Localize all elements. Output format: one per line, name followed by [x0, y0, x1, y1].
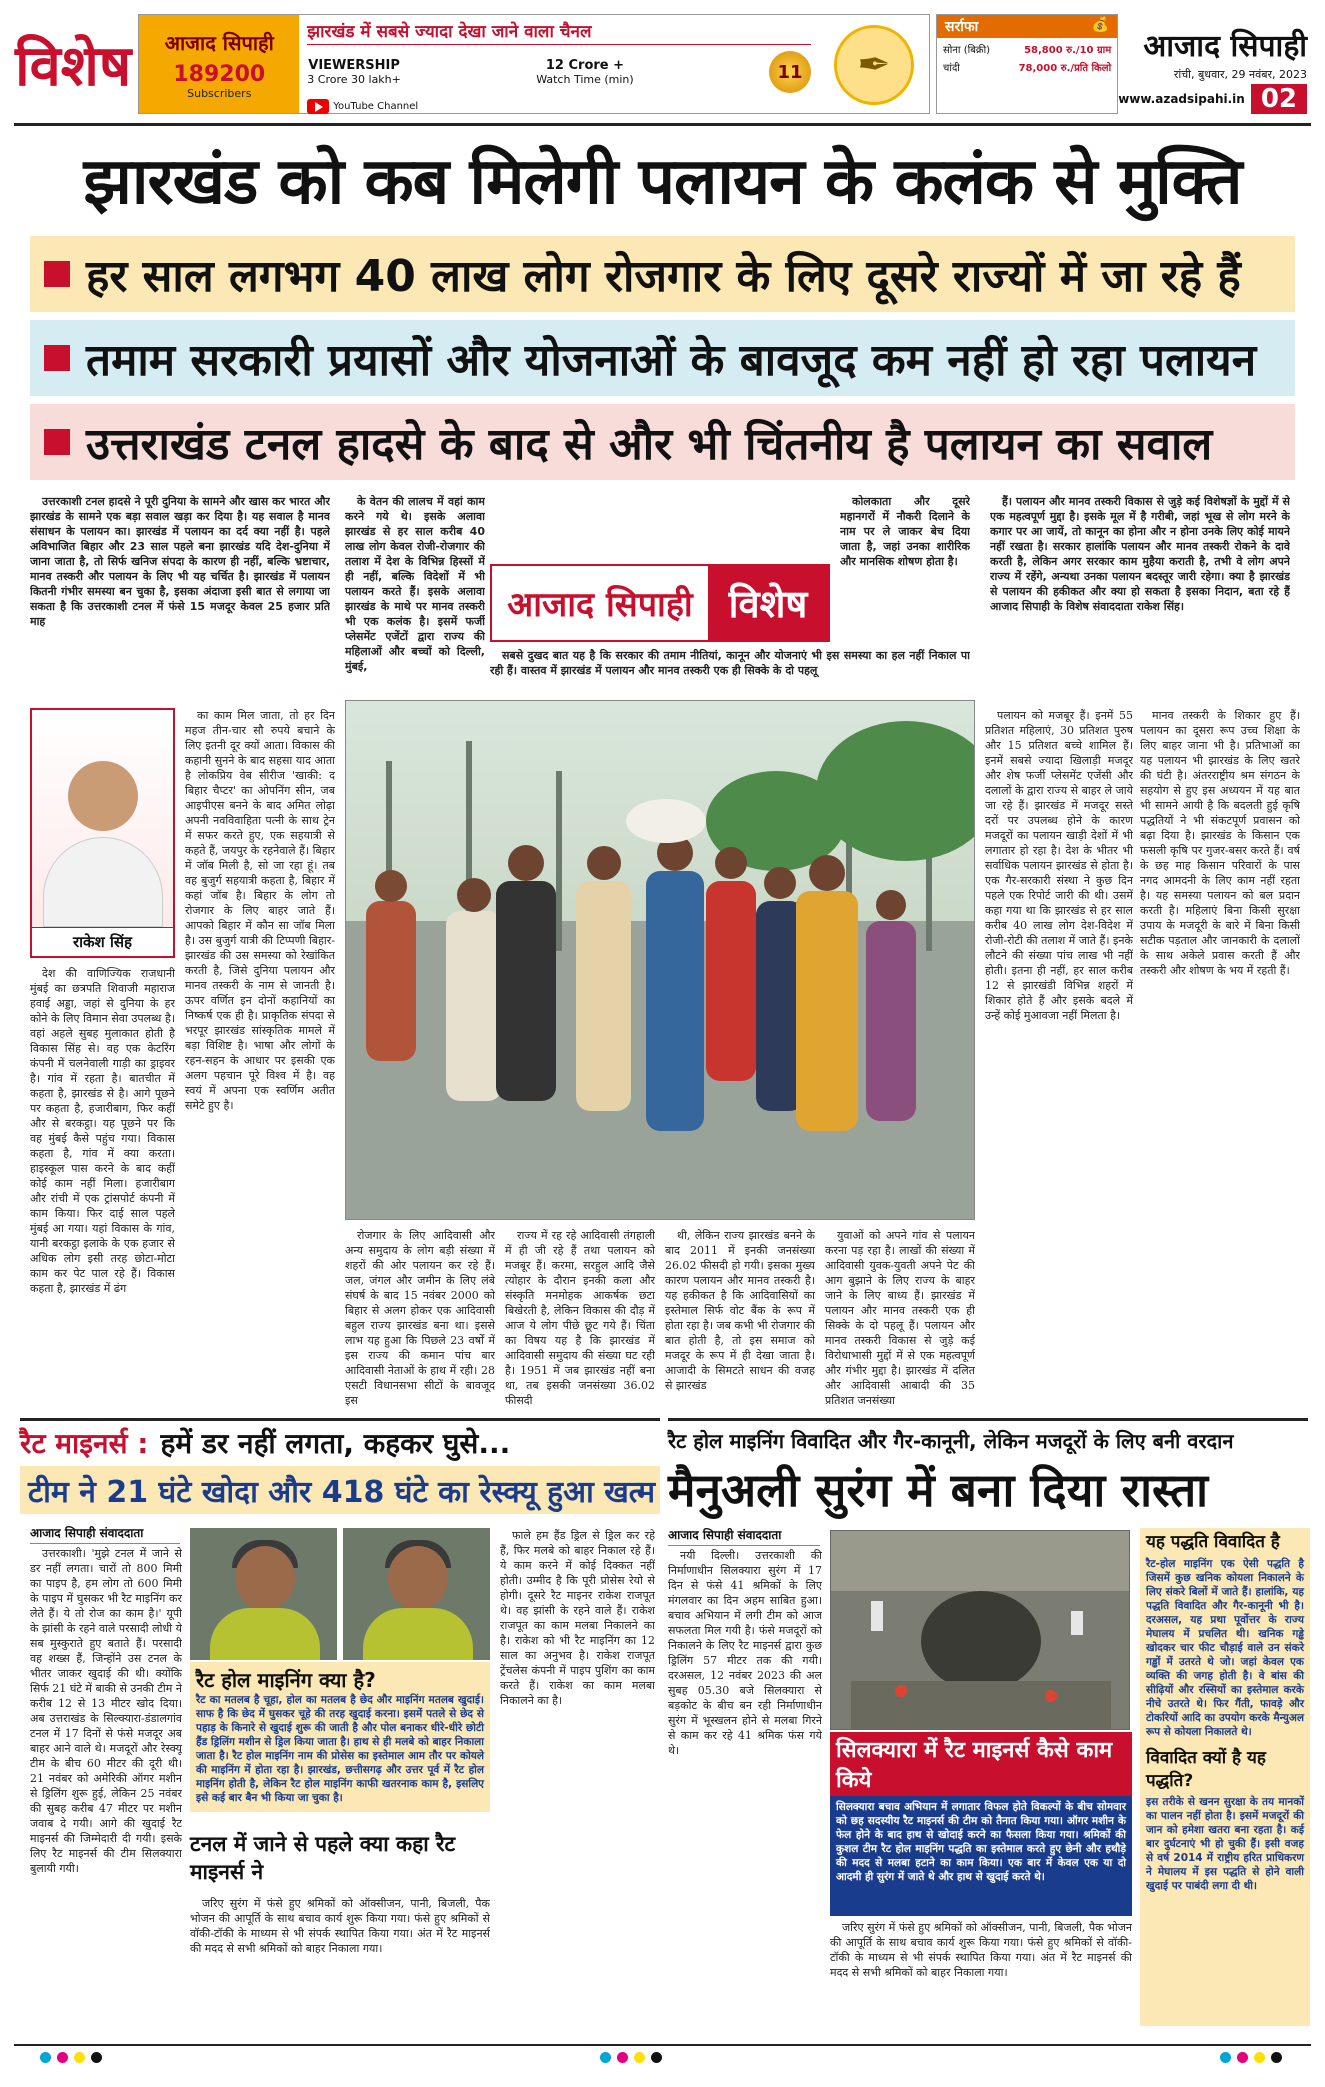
- story-column-sub: जरिए सुरंग में फंसे हुए श्रमिकों को ऑक्सीजन, पानी, बिजली, पैक भोजन की आपूर्ति के साथ बचाव कार्य शुरू किया गया। फंसे हुए श्रमिकों से वॉकी-टॉकी के माध्यम से भी संपर्क स्थापित किया गया। अंत में रैट माइनर्स की मदद से सभी श्रमिकों को बाहर निकाला गया।: [190, 1897, 490, 1955]
- how-title: सिलक्यारा में रैट माइनर्स कैसे काम किये: [830, 1732, 1132, 1796]
- rat-hole-explainer: [190, 1662, 490, 1812]
- watchtime-stat: [536, 58, 634, 86]
- newspaper-title: [1118, 14, 1311, 123]
- main-headline: झारखंड को कब मिलेगी पलायन के कलंक से मुक्ति: [83, 145, 1242, 219]
- subscriber-label: Subscribers: [187, 86, 252, 100]
- website-link[interactable]: www.azadsipahi.in: [1118, 91, 1245, 106]
- rat-miners-headline: टीम ने 21 घंटे खोदा और 418 घंटे का रेस्क्यू हुआ खत्म: [20, 1466, 660, 1514]
- story-column-2: नयी दिल्ली। उत्तरकाशी की निर्माणाधीन सिलक्यारा सुरंग में 17 दिन से फंसे 41 श्रमिकों के लिए मंगलवार का दिन अहम साबित हुआ। बचाव अभियान में लगी टीम को आज सफलता मिल गयी है। फंसे मजदूरों को निकालने के लिए रैट माइनर्स द्वारा कुछ ड्रिलिंग 57 मीटर तक की गयी। दरअसल, 12 नवंबर 2023 की अल सुबह 05.30 बजे सिलक्यारा से बड़कोट के बीच बन रही निर्माणाधीन सुरंग में भूस्खलन होने से मलबा गिरने से काम कर रहे 41 श्रमिक फंस गये थे।: [668, 1549, 822, 1757]
- bullion-rates: [936, 14, 1118, 114]
- subscriber-count: 189200: [173, 61, 266, 87]
- how-rat-miners-worked: [830, 1732, 1132, 1916]
- tunnel-site-image: [831, 1531, 1130, 1730]
- byline: आजाद सिपाही संवाददाता: [668, 1526, 820, 1546]
- rat-hole-kicker: रैट होल माइनिंग विवादित और गैर-कानूनी, लेकिन मजदूरों के लिए बनी वरदान: [668, 1418, 1308, 1452]
- bullet-square-icon: [44, 261, 70, 287]
- story-column-1: उत्तरकाशी। 'मुझे टनल में जाने से डर नहीं लगता। चारों तो 800 मिमी का पाइप है, हम लोग तो 600 मिमी के पाइप में घुसकर भी रैट माइनिंग कर लेते हैं। ये तो रोज का काम है।' यूपी के झांसी के रहने वाले परसादी लोधी ये सब मुस्कुराते हुए बताते हैं। परसादी वह शख्स हैं, जिन्होंने उस टनल के भीतर जाकर खुदाई की थी। क्योंकि सिर्फ 21 घंटे में बाकी से उनकी टीम ने करीब 12 से 13 मीटर खोद दिया। अब उत्तराखंड के सिल्क्यारा-डंडालगांव टनल में 17 दिनों से फंसे मजदूर अब बाहर आने वाले थे। मजदूरों और रेस्क्यू टीम के बीच 60 मीटर की दूरी थी। 21 नवंबर को अमेरिकी ऑगर मशीन से ड्रिलिंग शुरू हुई, लेकिन 25 नवंबर की सुबह करीब 47 मीटर पर मशीन जवाब दे गयी। आगे की खुदाई रैट माइनर्स की जिम्मेदारी दी गयी। इसके लिए रैट माइनर्स की टीम सिलक्यारा बुलायी गयी।: [30, 1547, 182, 1875]
- how-body: सिलक्यारा बचाव अभियान में लगातार विफल होते विकल्पों के बीच सोमवार को छह सदस्यीय रैट माइनर्स की टीम को तैनात किया गया। ऑगर मशीन के फेल होने के बाद हाथ से खोदाई करने का फैसला किया गया। श्रमिकों की कुशल टीम रैट होल माइनिंग पद्धति का इस्तेमाल करते हुए छेनी और हथौड़े की मदद से मलबा हटाने का काम किया। एक बार में केवल एक या दो आदमी ही सुरंग में जाते थे और हाथ से खुदाई करते थे।: [836, 1801, 1126, 1883]
- registration-marks-right: [1220, 2052, 1282, 2063]
- sidebar-body-2: इस तरीके से खनन सुरक्षा के तय मानकों का पालन नहीं होता है। इसमें मजदूरों की जान को हमेशा खतरा बना रहता है। कई बार दुर्घटनाएं भी हो चुकी हैं। इसी वजह से वर्ष 2014 में राष्ट्रीय हरित प्राधिकरण ने मेघालय में इस पद्धति से होने वाली खुदाई पर पाबंदी लगा दी थी।: [1146, 1796, 1304, 1892]
- pen-nib-icon: ✒: [834, 25, 914, 105]
- section-label: विशेष: [15, 33, 132, 99]
- page-number: 02: [1251, 84, 1307, 114]
- body-column-s: मानव तस्करी के शिकार हुए हैं। पलायन का दूसरा रूप उच्च शिक्षा के लिए बाहर जाना भी है। प्रतिभाओं का यह पलायन भी झारखंड के लिए खतरे की घंटी है। अंतरराष्ट्रीय श्रम संगठन के सहयोग से हुए इस अध्ययन में यह बात भी सामने आयी है कि बदलती हुई कृषि पद्धतियों ने भी संकटपूर्ण प्रवासन को बढ़ा दिया है। झारखंड के किसान एक फसली कृषि पर गुजर-बसर करते हैं। वर्ष के छह माह किसान परिवारों के पास नगद आमदनी के लिए काम नहीं रहता है। यह समस्या पलायन को बल प्रदान करती है। महिलाएं बिना किसी सुरक्षा उपाय के मजदूरी के बारे में बिना किसी सटीक पड़ताल और जानकारी के दलालों के साथ अकेले प्रवास करती हैं और तस्करी और शोषण के भय में रहती हैं।: [1140, 709, 1300, 977]
- reporter-photo: [30, 708, 175, 958]
- sidebar-body: रैट-होल माइनिंग एक ऐसी पद्धति है जिसमें कुछ खनिक कोयला निकालने के लिए संकरे बिलों में जाते हैं। हालांकि, यह पद्धति विवादित और गैर-कानूनी भी है। दरअसल, यह प्रथा पूर्वोत्तर के राज्य मेघालय में प्रचलित थी। खनिक गड्ढे खोदकर चार फीट चौड़ाई वाले उन संकरे गड्ढों में उतरते थे जो। जहां केवल एक व्यक्ति की जगह होती है। वे बांस की सीढ़ियों और रस्सियों का इस्तेमाल करके नीचे उतरते थे। फिर गैंती, फावड़े और टोकरियों आदि का उपयोग करके मैन्युअल रूप से कोयला निकालते थे।: [1146, 1558, 1304, 1738]
- youtube-channel: [307, 99, 811, 114]
- issue-date: रांची, बुधवार, 29 नवंबर, 2023: [1173, 67, 1308, 81]
- manual-tunnel-headline: मैनुअली सुरंग में बना दिया रास्ता: [668, 1463, 1209, 1517]
- anniversary-badge: 11: [769, 51, 811, 93]
- migrant-workers-image: [346, 701, 975, 1220]
- pen-nib-logo: [819, 15, 929, 115]
- sidebar-title-2: विवादित क्यों है यह पद्धति?: [1146, 1748, 1266, 1791]
- migrant-workers-photo: [345, 700, 975, 1220]
- intro-column-2: के वेतन की लालच में वहां काम करने गये थे। इसके अलावा झारखंड से हर साल करीब 40 लाख लोग केवल रोजी-रोजगार की तलाश में देश के विभिन्न हिस्सों में ही नहीं, बल्कि विदेशों में भी पलायन करते हैं। इसके अलावा झारखंड के माथे पर मानव तस्करी भी एक कलंक है। इसमें फर्जी प्लेसमेंट एजेंटों द्वारा राज्य की महिलाओं और बच्चों को दिल्ली, मुंबई,: [345, 495, 485, 673]
- body-column-c: रोजगार के लिए आदिवासी और अन्य समुदाय के लोग बड़ी संख्या में शहरों की ओर पलायन कर रहे हैं। जल, जंगल और जमीन के लिए लंबे संघर्ष के बाद 15 नवंबर 2000 को बिहार से अलग होकर एक आदिवासी बहुल राज्य झारखंड बना था। इससे लाभ यह हुआ कि पिछले 23 वर्षों में इस राज्य की कमान पांच बार आदिवासी नेताओं के हाथ में रही। 28 एसटी विधानसभा सीटों के बावजूद इस: [345, 1229, 495, 1406]
- byline: आजाद सिपाही संवाददाता: [30, 1524, 180, 1544]
- brand-name: आजाद सिपाही: [507, 585, 693, 625]
- rat-miner-portraits: [190, 1528, 490, 1660]
- channel-ad: [138, 14, 930, 114]
- rate-row: सोना (बिक्री) 58,800 रु./10 ग्राम: [943, 45, 1112, 56]
- body-column-e: थी, लेकिन राज्य झारखंड बनने के बाद 2011 में इनकी जनसंख्या 26.02 फीसदी हो गयी। इसका मुख्य कारण पलायन और मानव तस्करी है। यह हकीकत है कि आदिवासियों का इस्तेमाल सिर्फ वोट बैंक के रूप में होता रहा है। जब कभी भी रोजगार की बात होती है, तो इस समाज को मजदूर के रूप में ही देखा जाता है। आजादी के सिमटते साधन की वजह से झारखंड: [665, 1229, 815, 1392]
- rat-miners-kicker: [20, 1418, 660, 1458]
- deck-line-3: उत्तराखंड टनल हादसे के बाद से और भी चिंतनीय है पलायन का सवाल: [30, 404, 1295, 480]
- jharkhand-map: [139, 15, 299, 113]
- deck-line-1: हर साल लगभग 40 लाख लोग रोजगार के लिए दूसरे राज्यों में जा रहे हैं: [30, 236, 1295, 312]
- rate-row: चांदी 78,000 रु./प्रति किलो: [943, 63, 1112, 74]
- tunnel-site-photo: [830, 1530, 1130, 1730]
- registration-marks-left: [40, 2052, 102, 2063]
- youtube-icon: [307, 99, 329, 114]
- reporter-torso: [43, 837, 163, 927]
- feature-brand-box: [490, 564, 830, 642]
- bullet-square-icon: [44, 345, 70, 371]
- viewership-value: 3 Crore 30 lakh+: [307, 73, 401, 86]
- controversy-sidebar: [1140, 1528, 1310, 2026]
- brand-special: विशेष: [708, 566, 828, 640]
- portrait-rakesh-rajput: [343, 1528, 490, 1660]
- explainer-title: रैट होल माइनिंग क्या है?: [196, 1668, 376, 1692]
- intro-column-4: हैं। पलायन और मानव तस्करी विकास से जुड़े कई विशेषज्ञों के मुद्दों में से एक महत्वपूर्ण मुद्दा है। इसके मूल में है गरीबी, जहां भूख से लोग मरने के कगार पर आ जायें, तो कानून का होना और न होना उनके लिए कोई मायने नहीं रखता है। सरकार हालांकि पलायन और मानव तस्करी रोकने के दावे करती है, लेकिन अगर सरकार काम मुहैया कराती है, तभी वे लोग अपने राज्य में रहेंगे, अन्यथा उनका पलायन बदस्तूर जारी रहेगा। क्या है झारखंड से पलायन की हकीकत और क्या हो सकता है इसका निदान, बता रहे हैं आजाद सिपाही के विशेष संवाददाता राकेश सिंह।: [990, 495, 1290, 613]
- body-column-a: देश की वाणिज्यिक राजधानी मुंबई का छत्रपति शिवाजी महाराज हवाई अड्डा, जहां से दुनिया के हर कोने के लिए विमान सेवा उपलब्ध है। वहां अहले सुबह मुलाकात होती है विकास सिंह से। वह एक केटरिंग कंपनी में चलनेवाली गाड़ी का ड्राइवर है। गांव में रहता है। बातचीत में कहता है, झारखंड से है। आगे पूछने पर कहता है, हजारीबाग, फिर कहीं और से बरकट्ठा। यह पूछने पर कि वह मुंबई कैसे पहुंच गया। विकास कहता है, गांव में क्या करता। हाइस्कूल पास करने के बाद कहीं कोई काम नहीं मिला। हजारीबाग और रांची में एक ट्रांसपोर्ट कंपनी में काम किया। फिर दाई साल पहले मुंबई आ गया। यहां विकास के गांव, यानी बरकट्ठा इलाके के एक हजार से अधिक लोग इसी तरह छोटा-मोटा काम कर पेट पाल रहे हैं। विकास कहता है, झारखंड में ढंग: [30, 967, 175, 1295]
- story-column-1b: फाले हम हैंड ड्रिल से ड्रिल कर रहे हैं, फिर मलबे को बाहर निकाल रहे हैं। ये काम करने में कोई दिक्कत नहीं होती। उम्मीद है कि पूरी प्रोसेस रेयो से होगी। दूसरे रैट माइनर राकेश राजपूत थे। वह झांसी के रहने वाले हैं। राकेश राजपूत का काम मलबा निकालने का है। राकेश को भी रैट माइनिंग का 12 साल का अनुभव है। राकेश राजपूत ट्रेंचलेस कंपनी में पाइप पुशिंग का काम करते हैं। राकेश का काम मलबा निकालने का है।: [500, 1529, 655, 1707]
- masthead: [14, 14, 1311, 126]
- footer-rule: [14, 2044, 1311, 2046]
- channel-stats: [299, 15, 819, 113]
- body-column-b: का काम मिल जाता, तो हर दिन महज तीन-चार सौ रुपये बचाने के लिए इतनी दूर क्यों आता। विकास की कहानी सुनने के बाद सहसा याद आता है लोकप्रिय वेब सीरीज 'खाकी: द बिहार चैप्टर' का ओपनिंग सीन, जब आइपीएस बनने के बाद अमित लोढ़ा अपनी नवविवाहिता पत्नी के साथ ट्रेन में सफर करते हुए, एक सहयात्री से कहते हैं, जयपुर के रहनेवाले हैं। बिहार में जॉब मिली है, सो जा रहा हूं। तब वह बुजुर्ग सहयात्री कहता है, बिहार में कहां जॉब है। बिहार के लोग तो रोजगार के लिए बाहर जाते हैं। आपको बिहार में कौन सा जॉब मिला है। उस बुजुर्ग यात्री की टिप्पणी बिहार-झारखंड की उस समस्या को रेखांकित करती है, जिसे दुनिया पलायन और मानव तस्करी के नाम से जानती है। ऊपर वर्णित इन दोनों कहानियों का निष्कर्ष एक ही है। प्राकृतिक संपदा से भरपूर झारखंड सांस्कृतिक मामले में बड़ा विशिष्ट है। भाषा और लोगों के रहन-सहन के आधार पर इसकी एक अलग पहचान पूरे विश्व में है। वह स्वयं में अपना एक स्वर्णिम अतीत समेटे हुए है।: [185, 709, 335, 1112]
- bullet-square-icon: [44, 429, 70, 455]
- youtube-label: YouTube Channel: [333, 101, 419, 112]
- bullion-title: सर्राफा: [945, 19, 979, 35]
- reporter-face: [68, 761, 138, 831]
- watchtime-value: 12 Crore +: [545, 58, 625, 73]
- coin-bag-icon: 💰: [1091, 17, 1110, 33]
- body-column-f: युवाओं को अपने गांव से पलायन करना पड़ रहा है। लाखों की संख्या में आदिवासी युवक-युवती अपने पेट की आग बुझाने के लिए राज्य के बाहर जाने के लिए बाध्य हैं। झारखंड में पलायन और मानव तस्करी एक ही सिक्के के दो पहलू हैं। पलायन और मानव तस्करी विकास से जुड़े कई विरोधाभासी मुद्दों में से एक महत्वपूर्ण और गंभीर मुद्दा है। झारखंड में दलित और आदिवासी आबादी की 35 प्रतिशत जनसंख्या: [825, 1229, 975, 1406]
- rat-miners-label: रैट माइनर्स :: [20, 1426, 149, 1460]
- story-column-3: जरिए सुरंग में फंसे हुए श्रमिकों को ऑक्सीजन, पानी, बिजली, पैक भोजन की आपूर्ति के साथ बचाव कार्य शुरू किया गया। फंसे हुए श्रमिकों से वॉकी-टॉकी के माध्यम से भी संपर्क स्थापित किया गया। अंत में रैट माइनर्स की मदद से सभी श्रमिकों को बाहर निकाला गया।: [830, 1921, 1132, 1979]
- intro-column-1: उत्तरकाशी टनल हादसे ने पूरी दुनिया के सामने और खास कर भारत और झारखंड के सामने एक बड़ा सवाल खड़ा कर दिया है। यह सवाल है मानव संसाधन के पलायन का। झारखंड में पलायन का दर्द क्या नहीं है। पहले अविभाजित बिहार और 23 साल पहले बना झारखंड यदि देश-दुनिया में जाना जाता है, तो सिर्फ खनिज संपदा के कारण ही नहीं, बल्कि भ्रष्टाचार, मानव तस्करी और पलायन के लिए भी यह चर्चित है। झारखंड में पलायन कितनी गंभीर समस्या बन चुका है, इसका अंदाजा इसी बात से लगाया जा सकता है कि उत्तरकाशी टनल में फंसे 15 मजदूर केवल 25 हजार प्रति माह: [30, 495, 330, 628]
- body-column-d: राज्य में रह रहे आदिवासी तंगहाली में ही जी रहे हैं तथा पलायन को मजबूर हैं। करमा, सरहुल आदि जैसे त्योहार के दौरान इनकी कला और संस्कृति मनमोहक आकर्षक छटा बिखेरती है, लेकिन विकास की दौड़ में आज ये लोग पीछे छूट गये हैं। चिंता का विषय यह है कि झारखंड में आदिवासी समुदाय की संख्या घट रही है। 1951 में जब झारखंड नहीं बना था, तब इसकी जनसंख्या 36.02 फीसदी: [505, 1229, 655, 1406]
- explainer-body: रैट का मतलब है चूहा, होल का मतलब है छेद और माइनिंग मतलब खुदाई। साफ है कि छेद में घुसकर चूहे की तरह खुदाई करना। इसमें पतले से छेद से पहाड़ के किनारे से खुदाई शुरू की जाती है और पोल बनाकर धीरे-धीरे छोटी हैंड ड्रिलिंग मशीन से ड्रिल किया जाता है। हाथ से ही मलबे को बाहर निकाला जाता है। रैट होल माइनिंग नाम की प्रोसेस का इस्तेमाल आम तौर पर कोयले की माइनिंग में होता रहा है। झारखंड, छत्तीसगढ़ और उत्तर पूर्व में रैट होल माइनिंग होती है, लेकिन रैट होल माइनिंग काफी खतरनाक काम है, इसलिए इसे कई बार बैन भी किया जा चुका है।: [196, 1694, 484, 1804]
- intro-column-3: सबसे दुखद बात यह है कि सरकार की तमाम नीतियां, कानून और योजनाएं भी इस समस्या का हल नहीं निकाल पा रही हैं। वास्तव में झारखंड में पलायन और मानव तस्करी एक ही सिक्के के दो पहलू: [490, 649, 970, 677]
- newspaper-name: आजाद सिपाही: [1143, 28, 1308, 64]
- rat-miners-title: हमें डर नहीं लगता, कहकर घुसे...: [160, 1426, 511, 1460]
- registration-marks-center: [600, 2052, 662, 2063]
- viewership-stat: [307, 58, 401, 86]
- deck-line-2: तमाम सरकारी प्रयासों और योजनाओं के बावजूद कम नहीं हो रहा पलायन: [30, 320, 1295, 396]
- portrait-prasadi-lodhi: [190, 1528, 337, 1660]
- viewership-label: VIEWERSHIP: [308, 58, 400, 73]
- channel-tagline: झारखंड में सबसे ज्यादा देखा जाने वाला चैनल: [307, 19, 811, 45]
- channel-brand: आजाद सिपाही: [164, 30, 274, 55]
- reporter-name: राकेश सिंह: [32, 927, 173, 956]
- sub-headline: टनल में जाने से पहले क्या कहा रैट माइनर्स ने: [190, 1832, 456, 1884]
- watchtime-label: Watch Time (min): [536, 73, 634, 86]
- sidebar-title: यह पद्धति विवादित है: [1146, 1532, 1280, 1552]
- intro-column-3b: कोलकाता और दूसरे महानगरों में नौकरी दिलाने के नाम पर ले जाकर बेच दिया जाता है, जहां उनका शारीरिक और मानसिक शोषण होता है।: [840, 495, 970, 568]
- body-column-r: पलायन को मजबूर हैं। इनमें 55 प्रतिशत महिलाएं, 30 प्रतिशत पुरुष और 15 प्रतिशत बच्चे शामिल हैं। इनमें सबसे ज्यादा खिलाड़ी मजदूर और शेष फर्जी प्लेसमेंट एजेंसी और दलालों के द्वारा राज्य से बाहर ले जाये जा रहे हैं। झारखंड में मजदूर सस्ते दरों पर उपलब्ध होने के कारण मजदूरों का पलायन खाड़ी देशों में भी लगातार हो रहा है। देश के भीतर भी सर्वाधिक पलायन झारखंड से होता है। एक गैर-सरकारी संस्था ने कुछ दिन पहले एक रिपोर्ट जारी की थी। उसमें कहा गया था कि झारखंड से हर साल करीब 40 लाख लोग देश-विदेश में रोजी-रोटी की तलाश में जाते हैं। इनके लौटने की संख्या पांच लाख भी नहीं होती। इतना ही नहीं, हर साल करीब 12 से झारखंडी विभिन्न शहरों में शिकार होते हैं और इसके बदले में उन्हें कोई मुआवजा नहीं मिलता है।: [985, 709, 1133, 1022]
